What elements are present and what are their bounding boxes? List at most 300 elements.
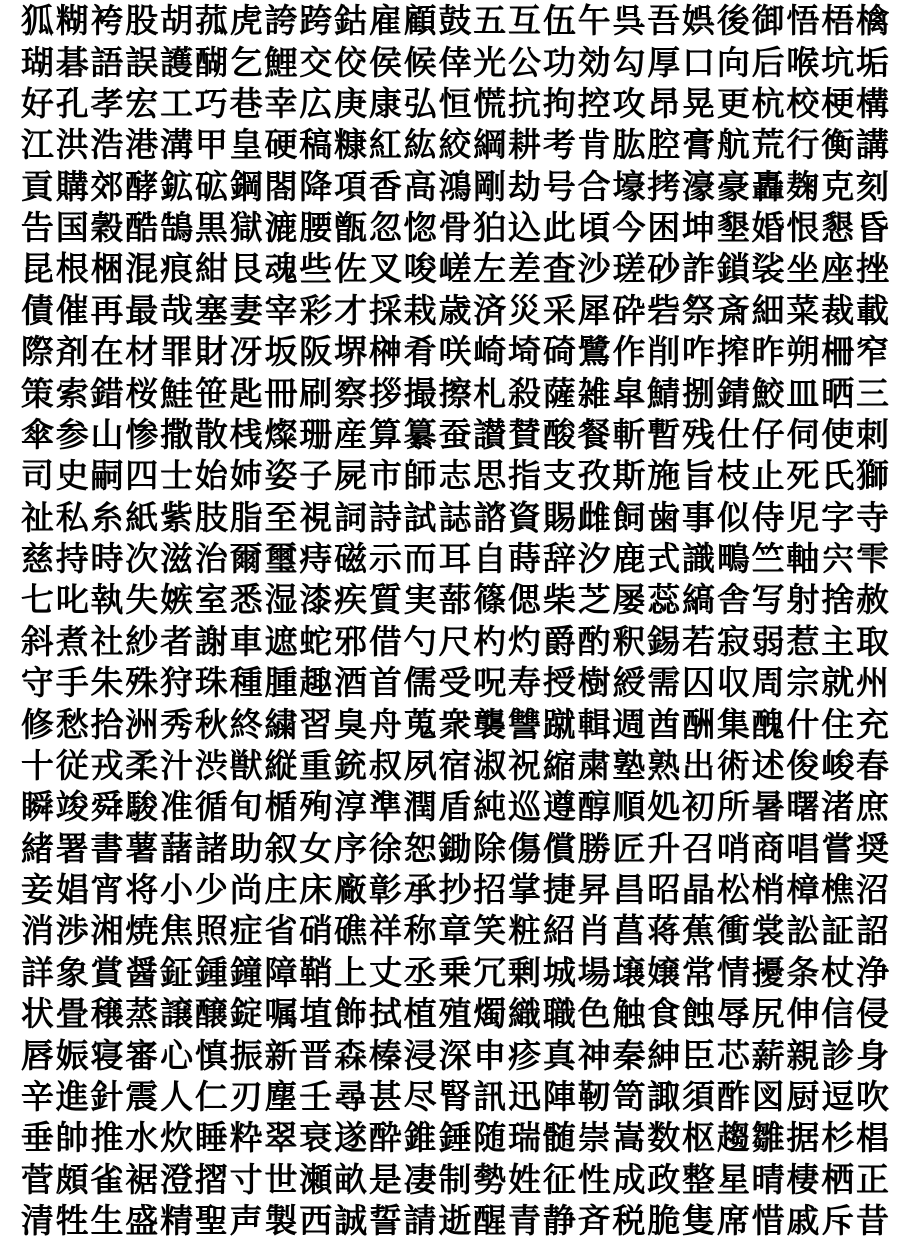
kanji-char: 舎 (716, 580, 750, 620)
kanji-char: 合 (577, 166, 611, 206)
kanji-row (20, 207, 890, 248)
kanji-char: 幸 (264, 83, 298, 123)
kanji-char: 状 (20, 994, 54, 1034)
kanji-char: 嬢 (647, 952, 681, 992)
kanji-char: 笥 (612, 1076, 646, 1116)
kanji-char: 抄 (438, 870, 472, 910)
kanji-char: 餐 (577, 414, 611, 454)
kanji-char: 祭 (682, 290, 716, 330)
kanji-char: 祉 (20, 497, 54, 537)
kanji-char: 剰 (508, 952, 542, 992)
kanji-char: 叉 (368, 249, 402, 289)
kanji-char: 晶 (682, 870, 716, 910)
kanji-char: 楯 (264, 787, 298, 827)
kanji-char: 香 (368, 166, 402, 206)
kanji-char: 薪 (751, 1035, 785, 1075)
kanji-char: 湿 (264, 580, 298, 620)
kanji-char: 再 (90, 290, 124, 330)
kanji-char: 彩 (299, 290, 333, 330)
kanji-char: 慎 (194, 1035, 228, 1075)
kanji-char: 証 (821, 911, 855, 951)
kanji-char: 酷 (125, 208, 159, 248)
kanji-char: 粋 (229, 1118, 263, 1158)
kanji-char: 甚 (368, 1076, 402, 1116)
kanji-char: 向 (716, 42, 750, 82)
kanji-row (20, 538, 890, 579)
kanji-char: 昨 (751, 332, 785, 372)
kanji-char: 桜 (125, 373, 159, 413)
kanji-char: 刻 (856, 166, 890, 206)
kanji-row (20, 910, 890, 951)
kanji-char: 樵 (821, 870, 855, 910)
kanji-char: 匠 (612, 828, 646, 868)
kanji-char: 淑 (473, 745, 507, 785)
kanji-char: 指 (508, 456, 542, 496)
kanji-char: 飾 (334, 994, 368, 1034)
kanji-char: 擾 (751, 952, 785, 992)
kanji-char: 杉 (821, 1118, 855, 1158)
kanji-char: 塞 (194, 290, 228, 330)
kanji-char: 書 (90, 828, 124, 868)
kanji-char: 濠 (682, 166, 716, 206)
kanji-char: 交 (299, 42, 333, 82)
kanji-char: 廠 (334, 870, 368, 910)
kanji-char: 賛 (508, 414, 542, 454)
kanji-char: 緒 (20, 828, 54, 868)
kanji-char: 使 (821, 414, 855, 454)
kanji-char: 困 (647, 208, 681, 248)
kanji-char: 譲 (160, 994, 194, 1034)
kanji-char: 咋 (682, 332, 716, 372)
kanji-char: 皐 (612, 373, 646, 413)
kanji-char: 曙 (786, 787, 820, 827)
kanji-char: 隻 (682, 1201, 716, 1241)
kanji-char: 終 (229, 704, 263, 744)
kanji-char: 寺 (856, 497, 890, 537)
kanji-char: 縮 (542, 745, 576, 785)
kanji-char: 識 (682, 539, 716, 579)
kanji-char: 淳 (334, 787, 368, 827)
kanji-char: 広 (299, 83, 333, 123)
kanji-char: 枢 (682, 1118, 716, 1158)
kanji-char: 帥 (55, 1118, 89, 1158)
kanji-char: 誇 (264, 1, 298, 41)
kanji-char: 条 (786, 952, 820, 992)
kanji-row (20, 248, 890, 289)
kanji-char: 情 (716, 952, 750, 992)
kanji-char: 呪 (473, 663, 507, 703)
kanji-char: 誠 (334, 1201, 368, 1241)
kanji-char: 写 (751, 580, 785, 620)
kanji-char: 遵 (542, 787, 576, 827)
kanji-char: 親 (786, 1035, 820, 1075)
kanji-char: 軸 (786, 539, 820, 579)
kanji-char: 糠 (334, 125, 368, 165)
kanji-char: 柵 (821, 332, 855, 372)
kanji-char: 索 (55, 373, 89, 413)
kanji-char: 膏 (682, 125, 716, 165)
kanji-char: 視 (299, 497, 333, 537)
kanji-char: 震 (125, 1076, 159, 1116)
kanji-char: 鴫 (716, 539, 750, 579)
kanji-char: 紳 (647, 1035, 681, 1075)
kanji-char: 椙 (856, 1118, 890, 1158)
kanji-char: 捷 (542, 870, 576, 910)
kanji-char: 股 (125, 1, 159, 41)
kanji-char: 午 (577, 1, 611, 41)
kanji-char: 植 (403, 994, 437, 1034)
kanji-char: 竺 (751, 539, 785, 579)
kanji-char: 図 (751, 1076, 785, 1116)
kanji-char: 審 (125, 1035, 159, 1075)
kanji-char: 郊 (90, 166, 124, 206)
kanji-char: 惜 (751, 1201, 785, 1241)
kanji-char: 侍 (751, 497, 785, 537)
kanji-char: 捨 (821, 580, 855, 620)
kanji-char: 射 (786, 580, 820, 620)
kanji-char: 鋤 (438, 828, 472, 868)
kanji-char: 藷 (160, 828, 194, 868)
kanji-char: 上 (334, 952, 368, 992)
kanji-char: 頃 (577, 208, 611, 248)
kanji-char: 症 (229, 911, 263, 951)
kanji-char: 戚 (786, 1201, 820, 1241)
kanji-char: 砂 (647, 249, 681, 289)
kanji-char: 算 (368, 414, 402, 454)
kanji-char: 昭 (647, 870, 681, 910)
kanji-char: 杓 (473, 621, 507, 661)
kanji-char: 甑 (334, 208, 368, 248)
kanji-char: 昆 (20, 249, 54, 289)
kanji-char: 崎 (473, 332, 507, 372)
kanji-char: 従 (55, 745, 89, 785)
kanji-row (20, 1117, 890, 1158)
kanji-char: 碕 (542, 332, 576, 372)
kanji-char: 梢 (751, 870, 785, 910)
kanji-char: 哨 (716, 828, 750, 868)
kanji-char: 周 (751, 663, 785, 703)
kanji-char: 縦 (264, 745, 298, 785)
kanji-row (20, 372, 890, 413)
kanji-char: 採 (368, 290, 402, 330)
kanji-char: 詩 (368, 497, 402, 537)
kanji-char: 伺 (786, 414, 820, 454)
kanji-char: 始 (194, 456, 228, 496)
kanji-char: 痔 (299, 539, 333, 579)
kanji-char: 女 (299, 828, 333, 868)
kanji-char: 偲 (508, 580, 542, 620)
kanji-char: 査 (542, 249, 576, 289)
kanji-char: 弘 (403, 83, 437, 123)
kanji-char: 柔 (125, 745, 159, 785)
kanji-char: 砿 (194, 166, 228, 206)
kanji-char: 駿 (125, 787, 159, 827)
kanji-char: 狐 (20, 1, 54, 41)
kanji-char: 朱 (90, 663, 124, 703)
kanji-char: 冴 (229, 332, 263, 372)
kanji-char: 嗣 (90, 456, 124, 496)
kanji-char: 席 (716, 1201, 750, 1241)
kanji-char: 心 (160, 1035, 194, 1075)
kanji-char: 照 (194, 911, 228, 951)
kanji-char: 姿 (264, 456, 298, 496)
kanji-char: 数 (647, 1118, 681, 1158)
kanji-char: 艮 (229, 249, 263, 289)
kanji-char: 主 (821, 621, 855, 661)
kanji-char: 浸 (403, 1035, 437, 1075)
kanji-char: 笑 (473, 911, 507, 951)
kanji-char: 襲 (473, 704, 507, 744)
kanji-char: 称 (403, 911, 437, 951)
kanji-char: 購 (55, 166, 89, 206)
kanji-char: 酢 (716, 1076, 750, 1116)
kanji-char: 工 (160, 83, 194, 123)
kanji-char: 喉 (786, 42, 820, 82)
kanji-char: 腰 (299, 208, 333, 248)
kanji-char: 囚 (682, 663, 716, 703)
kanji-char: 場 (577, 952, 611, 992)
kanji-char: 渉 (55, 911, 89, 951)
kanji-char: 精 (160, 1201, 194, 1241)
kanji-char: 式 (647, 539, 681, 579)
kanji-char: 作 (612, 332, 646, 372)
kanji-char: 繍 (264, 704, 298, 744)
kanji-char: 初 (682, 787, 716, 827)
kanji-char: 宵 (90, 870, 124, 910)
kanji-char: 搾 (716, 332, 750, 372)
kanji-char: 惚 (403, 208, 437, 248)
kanji-char: 習 (299, 704, 333, 744)
kanji-char: 士 (160, 456, 194, 496)
kanji-char: 慈 (20, 539, 54, 579)
kanji-char: 恕 (403, 828, 437, 868)
kanji-char: 象 (55, 952, 89, 992)
kanji-char: 裾 (125, 1159, 159, 1199)
kanji-char: 晴 (751, 1159, 785, 1199)
kanji-row (20, 166, 890, 207)
kanji-char: 梗 (821, 83, 855, 123)
kanji-char: 灼 (508, 621, 542, 661)
kanji-char: 察 (334, 373, 368, 413)
kanji-char: 栽 (403, 290, 437, 330)
kanji-char: 諸 (194, 828, 228, 868)
kanji-char: 尻 (751, 994, 785, 1034)
kanji-char: 是 (368, 1159, 402, 1199)
kanji-char: 彰 (368, 870, 402, 910)
kanji-char: 釈 (612, 621, 646, 661)
kanji-char: 酒 (334, 663, 368, 703)
kanji-char: 綱 (473, 125, 507, 165)
kanji-char: 際 (20, 332, 54, 372)
kanji-char: 座 (821, 249, 855, 289)
kanji-char: 質 (368, 580, 402, 620)
kanji-row (20, 455, 890, 496)
kanji-char: 伍 (542, 1, 576, 41)
kanji-char: 絞 (438, 125, 472, 165)
kanji-char: 衝 (716, 911, 750, 951)
kanji-char: 娠 (55, 1035, 89, 1075)
kanji-char: 翠 (264, 1118, 298, 1158)
kanji-char: 醐 (194, 42, 228, 82)
kanji-char: 昇 (577, 870, 611, 910)
kanji-char: 序 (334, 828, 368, 868)
kanji-char: 収 (716, 663, 750, 703)
kanji-char: 胡 (160, 1, 194, 41)
kanji-char: 似 (716, 497, 750, 537)
kanji-char: 燦 (264, 414, 298, 454)
kanji-char: 呉 (612, 1, 646, 41)
kanji-char: 宏 (125, 83, 159, 123)
kanji-char: 招 (473, 870, 507, 910)
kanji-char: 珠 (194, 663, 228, 703)
kanji-char: 西 (299, 1201, 333, 1241)
kanji-char: 脆 (647, 1201, 681, 1241)
kanji-char: 尺 (438, 621, 472, 661)
kanji-char: 成 (612, 1159, 646, 1199)
kanji-char: 姓 (508, 1159, 542, 1199)
kanji-char: 棲 (786, 1159, 820, 1199)
kanji-char: 趨 (716, 1118, 750, 1158)
kanji-char: 触 (612, 994, 646, 1034)
kanji-char: 肱 (612, 125, 646, 165)
kanji-char: 御 (751, 1, 785, 41)
kanji-char: 肖 (577, 911, 611, 951)
kanji-char: 姉 (229, 456, 263, 496)
kanji-char: 後 (716, 1, 750, 41)
kanji-char: 旨 (682, 456, 716, 496)
kanji-char: 諮 (473, 497, 507, 537)
kanji-char: 生 (90, 1201, 124, 1241)
kanji-char: 講 (856, 125, 890, 165)
kanji-char: 魂 (264, 249, 298, 289)
kanji-char: 四 (125, 456, 159, 496)
kanji-char: 硝 (299, 911, 333, 951)
kanji-char: 承 (403, 870, 437, 910)
kanji-char: 秋 (194, 704, 228, 744)
kanji-char: 弱 (751, 621, 785, 661)
kanji-char: 正 (856, 1159, 890, 1199)
kanji-char: 腫 (264, 663, 298, 703)
kanji-char: 降 (299, 166, 333, 206)
kanji-char: 構 (856, 83, 890, 123)
kanji-row (20, 290, 890, 331)
kanji-char: 校 (786, 83, 820, 123)
kanji-char: 竣 (55, 787, 89, 827)
kanji-char: 吹 (856, 1076, 890, 1116)
kanji-char: 嵩 (612, 1118, 646, 1158)
kanji-char: 材 (125, 332, 159, 372)
kanji-char: 根 (55, 249, 89, 289)
kanji-char: 痕 (160, 249, 194, 289)
kanji-char: 厚 (647, 42, 681, 82)
kanji-char: 篠 (473, 580, 507, 620)
kanji-char: 炊 (160, 1118, 194, 1158)
kanji-char: 雇 (368, 1, 402, 41)
kanji-char: 舜 (90, 787, 124, 827)
kanji-row (20, 621, 890, 662)
kanji-char: 酵 (125, 166, 159, 206)
kanji-char: 衆 (438, 704, 472, 744)
kanji-char: 佼 (334, 42, 368, 82)
kanji-char: 雑 (577, 373, 611, 413)
kanji-char: 至 (264, 497, 298, 537)
kanji-char: 週 (612, 704, 646, 744)
kanji-char: 劫 (508, 166, 542, 206)
kanji-char: 清 (20, 1201, 54, 1241)
kanji-char: 諏 (647, 1076, 681, 1116)
kanji-char: 床 (299, 870, 333, 910)
kanji-char: 斯 (612, 456, 646, 496)
kanji-row (20, 1200, 890, 1241)
kanji-char: 護 (160, 42, 194, 82)
kanji-char: 持 (55, 539, 89, 579)
kanji-char: 頗 (55, 1159, 89, 1199)
kanji-char: 歯 (647, 497, 681, 537)
kanji-char: 遂 (334, 1118, 368, 1158)
kanji-char: 好 (20, 83, 54, 123)
kanji-char: 者 (160, 621, 194, 661)
kanji-char: 神 (577, 1035, 611, 1075)
kanji-row (20, 331, 890, 372)
kanji-char: 蕉 (682, 911, 716, 951)
kanji-char: 紙 (125, 497, 159, 537)
kanji-char: 獄 (229, 208, 263, 248)
kanji-char: 埼 (508, 332, 542, 372)
kanji-char: 受 (438, 663, 472, 703)
kanji-char: 寝 (90, 1035, 124, 1075)
kanji-char: 子 (299, 456, 333, 496)
kanji-char: 墾 (716, 208, 750, 248)
kanji-char: 循 (194, 787, 228, 827)
kanji-char: 瀬 (299, 1159, 333, 1199)
kanji-char: 種 (229, 663, 263, 703)
kanji-char: 召 (682, 828, 716, 868)
kanji-row (20, 497, 890, 538)
kanji-char: 首 (368, 663, 402, 703)
kanji-char: 忽 (368, 208, 402, 248)
kanji-char: 州 (856, 663, 890, 703)
kanji-char: 実 (403, 580, 437, 620)
kanji-char: 庶 (856, 787, 890, 827)
kanji-char: 残 (682, 414, 716, 454)
kanji-char: 穀 (90, 208, 124, 248)
kanji-char: 后 (751, 42, 785, 82)
kanji-char: 請 (403, 1201, 437, 1241)
kanji-char: 梧 (821, 1, 855, 41)
kanji-char: 性 (577, 1159, 611, 1199)
kanji-char: 借 (368, 621, 402, 661)
kanji-char: 汐 (577, 539, 611, 579)
kanji-char: 参 (55, 414, 89, 454)
kanji-char: 司 (20, 456, 54, 496)
kanji-char: 坐 (786, 249, 820, 289)
kanji-char: 除 (473, 828, 507, 868)
kanji-char: 陣 (542, 1076, 576, 1116)
kanji-char: 屡 (612, 580, 646, 620)
kanji-char: 七 (20, 580, 54, 620)
kanji-char: 授 (542, 663, 576, 703)
kanji-char: 夙 (403, 745, 437, 785)
kanji-char: 昌 (612, 870, 646, 910)
kanji-char: 蝕 (682, 994, 716, 1034)
kanji-char: 次 (125, 539, 159, 579)
kanji-char: 勢 (473, 1159, 507, 1199)
kanji-char: 勝 (577, 828, 611, 868)
kanji-char: 森 (334, 1035, 368, 1075)
kanji-char: 誓 (368, 1201, 402, 1241)
kanji-char: 車 (229, 621, 263, 661)
kanji-char: 載 (856, 290, 890, 330)
